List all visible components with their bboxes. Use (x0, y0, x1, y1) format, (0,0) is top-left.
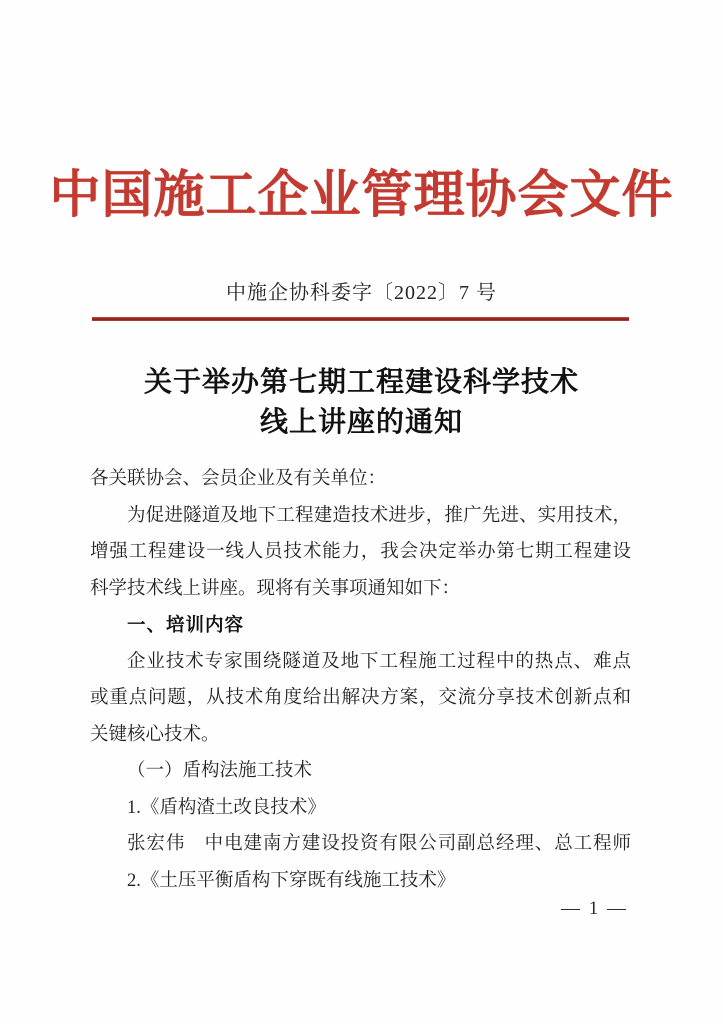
body-line: 为促进隧道及地下工程建造技术进步，推广先进、实用技术， (127, 505, 631, 526)
body-line: 或重点问题，从技术角度给出解决方案，交流分享技术创新点和 (90, 688, 631, 708)
body-line: （一）盾构法施工技术 (127, 761, 313, 781)
org-header-title: 中国施工企业管理协会文件 (49, 168, 674, 224)
red-separator-line (92, 317, 629, 321)
body-line: 企业技术专家围绕隧道及地下工程施工过程中的热点、难点 (127, 651, 631, 672)
notice-title-line2: 线上讲座的通知 (259, 407, 463, 438)
body-line: 张宏伟 中电建南方建设投资有限公司副总经理、总工程师 (127, 834, 631, 854)
body-line: 1.《盾构渣土改良技术》 (127, 797, 326, 818)
page-number: — 1 — (561, 898, 628, 919)
body-line: 一、培训内容 (127, 614, 245, 635)
body-line: 2.《土压平衡盾构下穿既有线施工技术》 (127, 870, 456, 891)
body-line: 增强工程建设一线人员技术能力，我会决定举办第七期工程建设 (90, 542, 631, 562)
body-line: 关键核心技术。 (90, 724, 220, 745)
body-line: 各关联协会、会员企业及有关单位： (90, 469, 387, 489)
body-line: 科学技术线上讲座。现将有关事项通知如下： (90, 578, 461, 599)
document-body (90, 461, 631, 899)
notice-title (0, 363, 723, 443)
doc-number: 中施企协科委字〔2022〕7 号 (226, 282, 497, 304)
notice-title-line1: 关于举办第七期工程建设科学技术 (143, 367, 579, 398)
